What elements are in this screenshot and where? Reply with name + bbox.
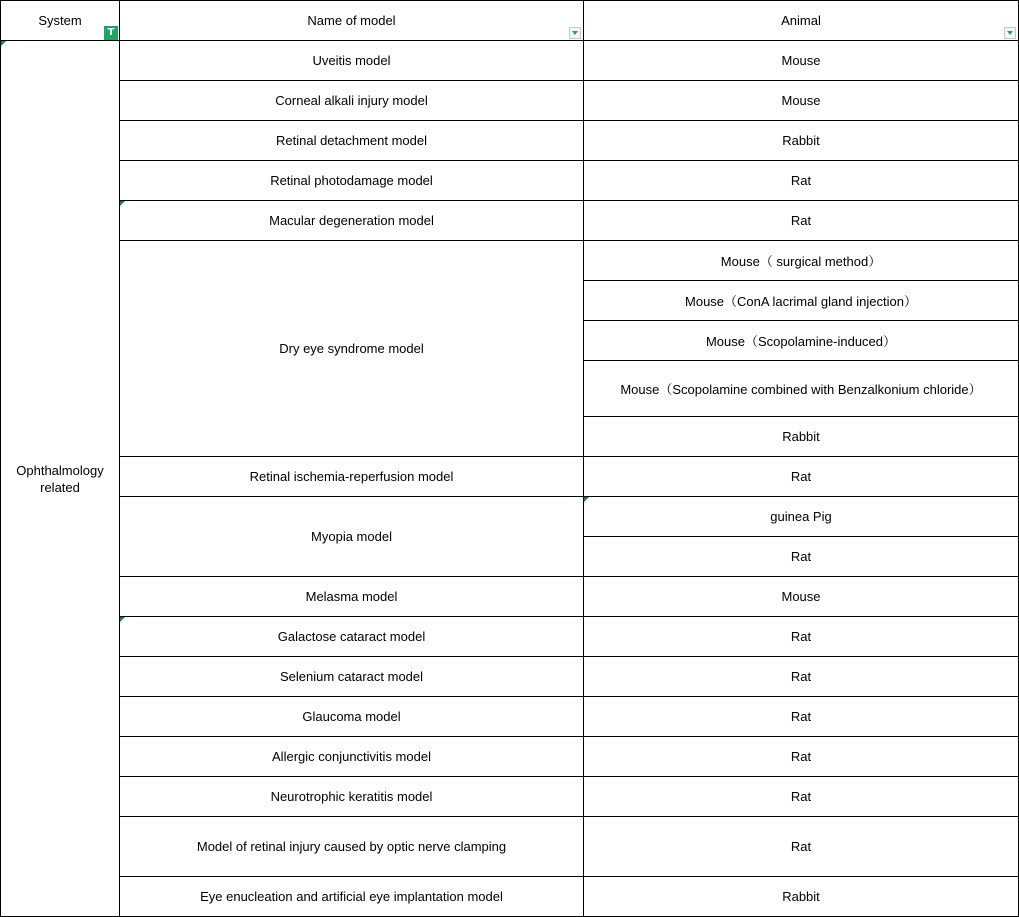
animal-name: Mouse（ surgical method） [720, 253, 882, 269]
model-cell[interactable] [120, 200, 583, 240]
system-cell[interactable] [0, 40, 120, 917]
model-cell[interactable] [120, 80, 583, 120]
animal-name: Mouse [781, 92, 821, 108]
model-name: Melasma model [305, 588, 398, 604]
cell-marker-icon [1, 41, 6, 46]
grid-line [583, 536, 1019, 537]
grid-line [119, 120, 1019, 121]
animal-cell[interactable] [583, 280, 1019, 320]
model-cell[interactable] [120, 240, 583, 456]
animal-name: Mouse [781, 52, 821, 68]
model-cell[interactable] [120, 816, 583, 876]
model-name: Glaucoma model [302, 708, 401, 724]
animal-name: Mouse（Scopolamine combined with Benzalkonium chloride） [620, 381, 982, 397]
model-name: Allergic conjunctivitis model [272, 748, 431, 764]
cell-marker-icon [120, 201, 125, 206]
animal-name: Rat [790, 708, 812, 724]
model-filter-dropdown-icon[interactable] [569, 27, 581, 39]
animal-name: Rat [790, 628, 812, 644]
grid-line [583, 360, 1019, 361]
grid-line [119, 616, 1019, 617]
model-cell[interactable] [120, 656, 583, 696]
grid-line [119, 656, 1019, 657]
grid-line [119, 696, 1019, 697]
grid-line [583, 280, 1019, 281]
animal-name: Rat [790, 838, 812, 854]
grid-line [119, 200, 1019, 201]
animal-name: Rat [790, 212, 812, 228]
animal-cell[interactable] [583, 200, 1019, 240]
header-model[interactable] [120, 0, 583, 40]
grid-line [119, 0, 120, 917]
animal-cell[interactable] [583, 320, 1019, 360]
model-name: Corneal alkali injury model [275, 92, 428, 108]
header-model-label: Name of model [307, 12, 396, 28]
model-name: Myopia model [311, 528, 392, 544]
model-cell[interactable] [120, 616, 583, 656]
animal-cell[interactable] [583, 576, 1019, 616]
animal-cell[interactable] [583, 656, 1019, 696]
grid-line [0, 0, 1, 917]
model-cell[interactable] [120, 496, 583, 576]
animal-name: Rabbit [782, 428, 820, 444]
grid-line [119, 240, 1019, 241]
model-name: Uveitis model [312, 52, 391, 68]
model-cell[interactable] [120, 40, 583, 80]
animal-name: Mouse（Scopolamine-induced） [705, 333, 897, 349]
animal-name: Rat [790, 788, 812, 804]
animal-name: Rat [790, 548, 812, 564]
animal-name: guinea Pig [770, 508, 832, 524]
grid-line [119, 736, 1019, 737]
header-system[interactable] [0, 0, 120, 40]
animal-cell[interactable] [583, 776, 1019, 816]
grid-line [119, 816, 1019, 817]
animal-cell[interactable] [583, 456, 1019, 496]
animal-cell[interactable] [583, 160, 1019, 200]
grid-line [119, 80, 1019, 81]
animal-name: Mouse（ConA lacrimal gland injection） [685, 293, 917, 309]
animal-cell[interactable] [583, 360, 1019, 416]
animal-filter-dropdown-icon[interactable] [1004, 27, 1016, 39]
model-name: Eye enucleation and artificial eye implantation model [200, 888, 503, 904]
animal-cell[interactable] [583, 816, 1019, 876]
model-cell[interactable] [120, 456, 583, 496]
model-name: Dry eye syndrome model [279, 340, 424, 356]
model-cell[interactable] [120, 876, 583, 916]
header-animal-label: Animal [781, 12, 821, 28]
model-cell[interactable] [120, 776, 583, 816]
grid-line [583, 0, 584, 917]
grid-line [119, 876, 1019, 877]
grid-line [119, 160, 1019, 161]
grid-line [0, 0, 1019, 1]
grid-line [119, 496, 1019, 497]
grid-line [119, 776, 1019, 777]
grid-line [119, 576, 1019, 577]
animal-name: Mouse [781, 588, 821, 604]
animal-cell[interactable] [583, 696, 1019, 736]
model-name: Retinal photodamage model [270, 172, 433, 188]
model-name: Model of retinal injury caused by optic nerve clamping [196, 838, 507, 854]
grid-line [119, 456, 1019, 457]
grid-line [583, 320, 1019, 321]
animal-name: Rat [790, 172, 812, 188]
animal-cell[interactable] [583, 616, 1019, 656]
model-name: Retinal detachment model [275, 132, 428, 148]
model-name: Galactose cataract model [277, 628, 426, 644]
system-label: Ophthalmology related [16, 462, 104, 495]
animal-name: Rabbit [782, 132, 820, 148]
animal-cell[interactable] [583, 240, 1019, 280]
animal-cell[interactable] [583, 736, 1019, 776]
header-system-label: System [38, 12, 82, 28]
grid-line [583, 416, 1019, 417]
cell-marker-icon [584, 497, 589, 502]
model-cell[interactable] [120, 576, 583, 616]
animal-cell[interactable] [583, 876, 1019, 916]
animal-name: Rat [790, 468, 812, 484]
model-name: Neurotrophic keratitis model [270, 788, 433, 804]
animal-name: Rabbit [782, 888, 820, 904]
animal-cell[interactable] [583, 80, 1019, 120]
animal-name: Rat [790, 668, 812, 684]
cell-marker-icon [120, 617, 125, 622]
animal-cell[interactable] [583, 496, 1019, 536]
animal-cell[interactable] [583, 40, 1019, 80]
grid-line [0, 40, 1019, 41]
model-name: Macular degeneration model [269, 212, 434, 228]
model-name: Retinal ischemia-reperfusion model [249, 468, 454, 484]
animal-cell[interactable] [583, 536, 1019, 576]
animal-cell[interactable] [583, 416, 1019, 456]
model-cell[interactable] [120, 736, 583, 776]
header-animal[interactable] [583, 0, 1019, 40]
model-name: Selenium cataract model [279, 668, 424, 684]
animal-cell[interactable] [583, 120, 1019, 160]
filter-active-icon[interactable]: T [104, 26, 118, 40]
model-cell[interactable] [120, 696, 583, 736]
model-cell[interactable] [120, 120, 583, 160]
animal-name: Rat [790, 748, 812, 764]
model-cell[interactable] [120, 160, 583, 200]
